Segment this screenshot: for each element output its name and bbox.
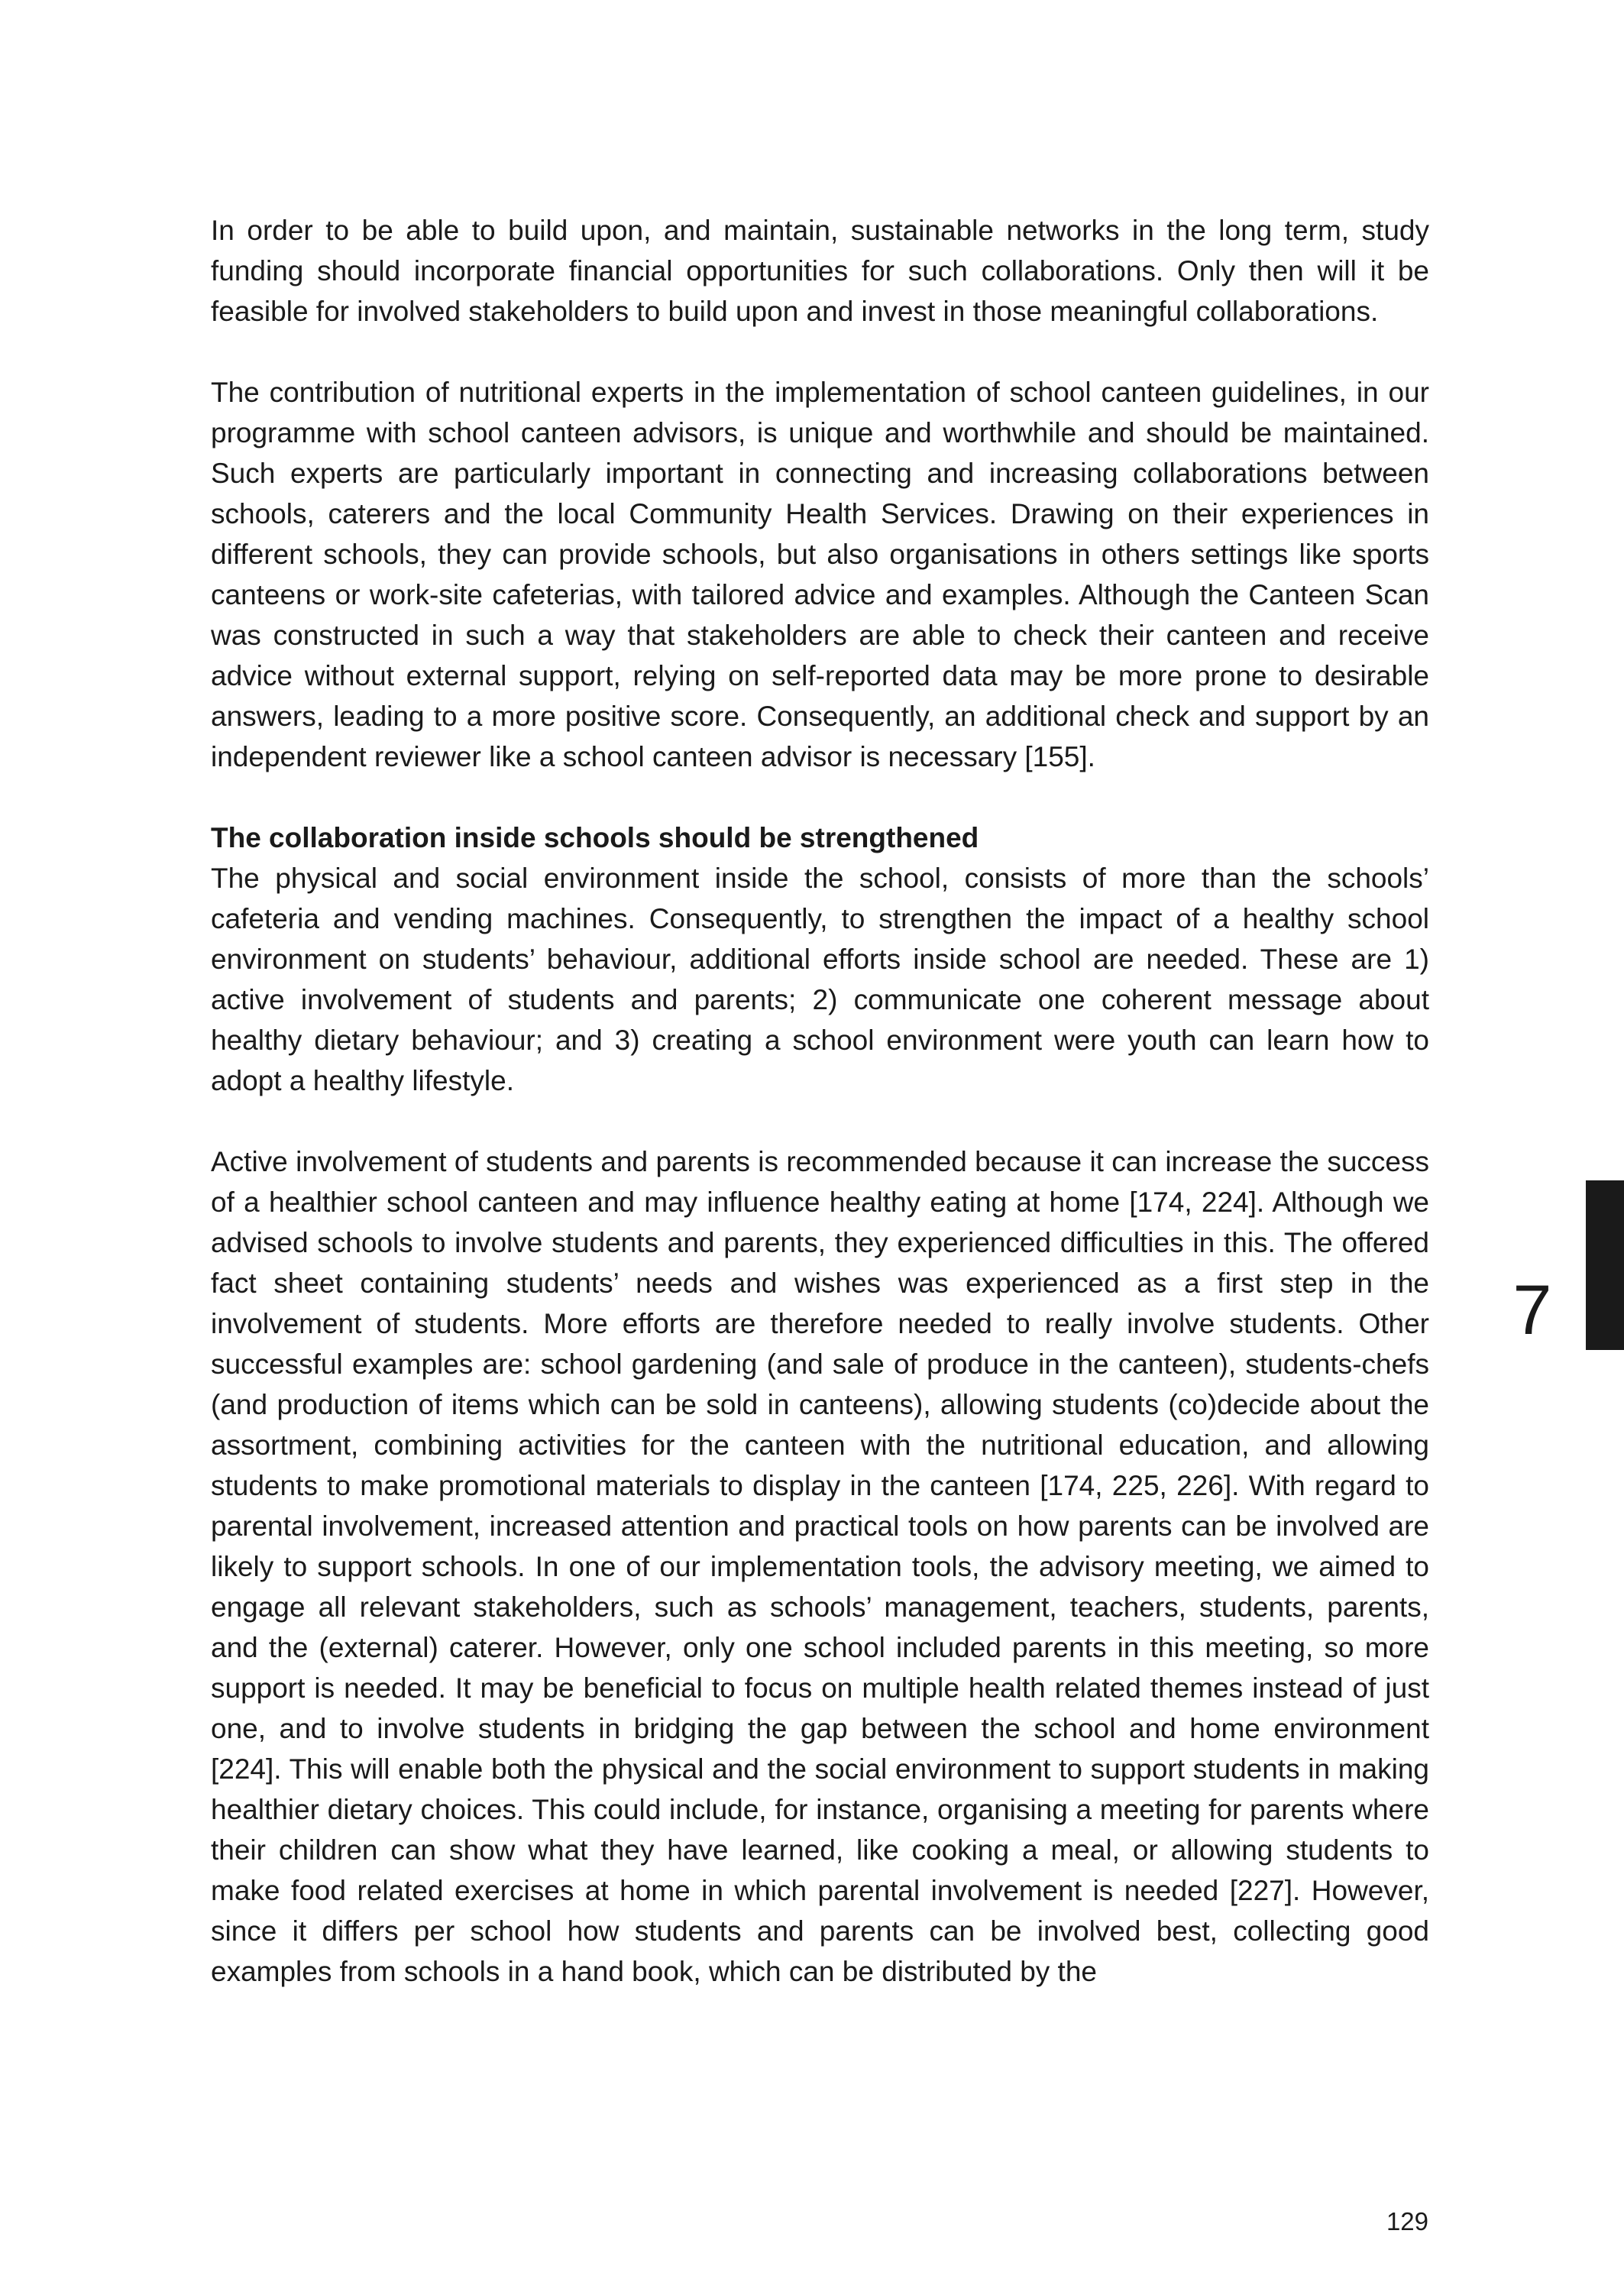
paragraph-active-involvement: Active involvement of students and parents is recommended because it can increase the success of a healthier school canteen and may influence healthy eating at home [174, 224]. Although we advised schools to involve students and parents, they experienced difficulties in this. The offered fact sheet containing students’ needs and wishes was experienced as a first step in the involvement of students. More efforts are therefore needed to really involve students. Other successful examples are: school gardening (and sale of produce in the canteen), students-chefs (and production of items which can be sold in canteens), allowing students (co)decide about the assortment, combining activities for the canteen with the nutritional education, and allowing students to make promotional materials to display in the canteen [174, 225, 226]. With regard to parental involvement, increased attention and practical tools on how parents can be involved are likely to support schools. In one of our implementation tools, the advisory meeting, we aimed to engage all relevant stakeholders, such as schools’ management, teachers, students, parents, and the (external) caterer. However, only one school included parents in this meeting, so more support is needed. It may be beneficial to focus on multiple health related themes instead of just one, and to involve students in bridging the gap between the school and home environment [224]. This will enable both the physical and the social environment to support students in making healthier dietary choices. This could include, for instance, organising a meeting for parents where their children can show what they have learned, like cooking a meal, or allowing students to make food related exercises at home in which parental involvement is needed [227]. However, since it differs per school how students and parents can be involved best, collecting good examples from schools in a hand book, which can be distributed by the [211, 1146, 1429, 1987]
chapter-tab-marker [1586, 1180, 1624, 1350]
paragraph-school-environment: The physical and social environment inside the school, consists of more than the schools’ cafeteria and vending machines. Consequently, to strengthen the impact of a healthy school environment on students’ behaviour, additional efforts inside school are needed. These are 1) active involvement of students and parents; 2) communicate one coherent message about healthy dietary behaviour; and 3) creating a school environment were youth can learn how to adopt a healthy lifestyle. [211, 863, 1429, 1096]
page-body [211, 210, 1429, 1992]
page-number: 129 [1386, 2207, 1428, 2235]
chapter-number: 7 [1512, 1271, 1552, 1349]
paragraph-funding: In order to be able to build upon, and maintain, sustainable networks in the long term, study funding should incorporate financial opportunities for such collaborations. Only then will it be feasible for involved stakeholders to build upon and invest in those meaningful collaborations. [211, 215, 1429, 327]
paragraph-nutritional-experts: The contribution of nutritional experts in the implementation of school canteen guidelines, in our programme with school canteen advisors, is unique and worthwhile and should be maintained. Such experts are particularly important in connecting and increasing collaborations between schools, caterers and the local Community Health Services. Drawing on their experiences in different schools, they can provide schools, but also organisations in others settings like sports canteens or work-site cafeterias, with tailored advice and examples. Although the Canteen Scan was constructed in such a way that stakeholders are able to check their canteen and receive advice without external support, relying on self-reported data may be more prone to desirable answers, leading to a more positive score. Consequently, an additional check and support by an independent reviewer like a school canteen advisor is necessary [155]. [211, 377, 1429, 772]
section-heading: The collaboration inside schools should be strengthened [211, 822, 979, 853]
